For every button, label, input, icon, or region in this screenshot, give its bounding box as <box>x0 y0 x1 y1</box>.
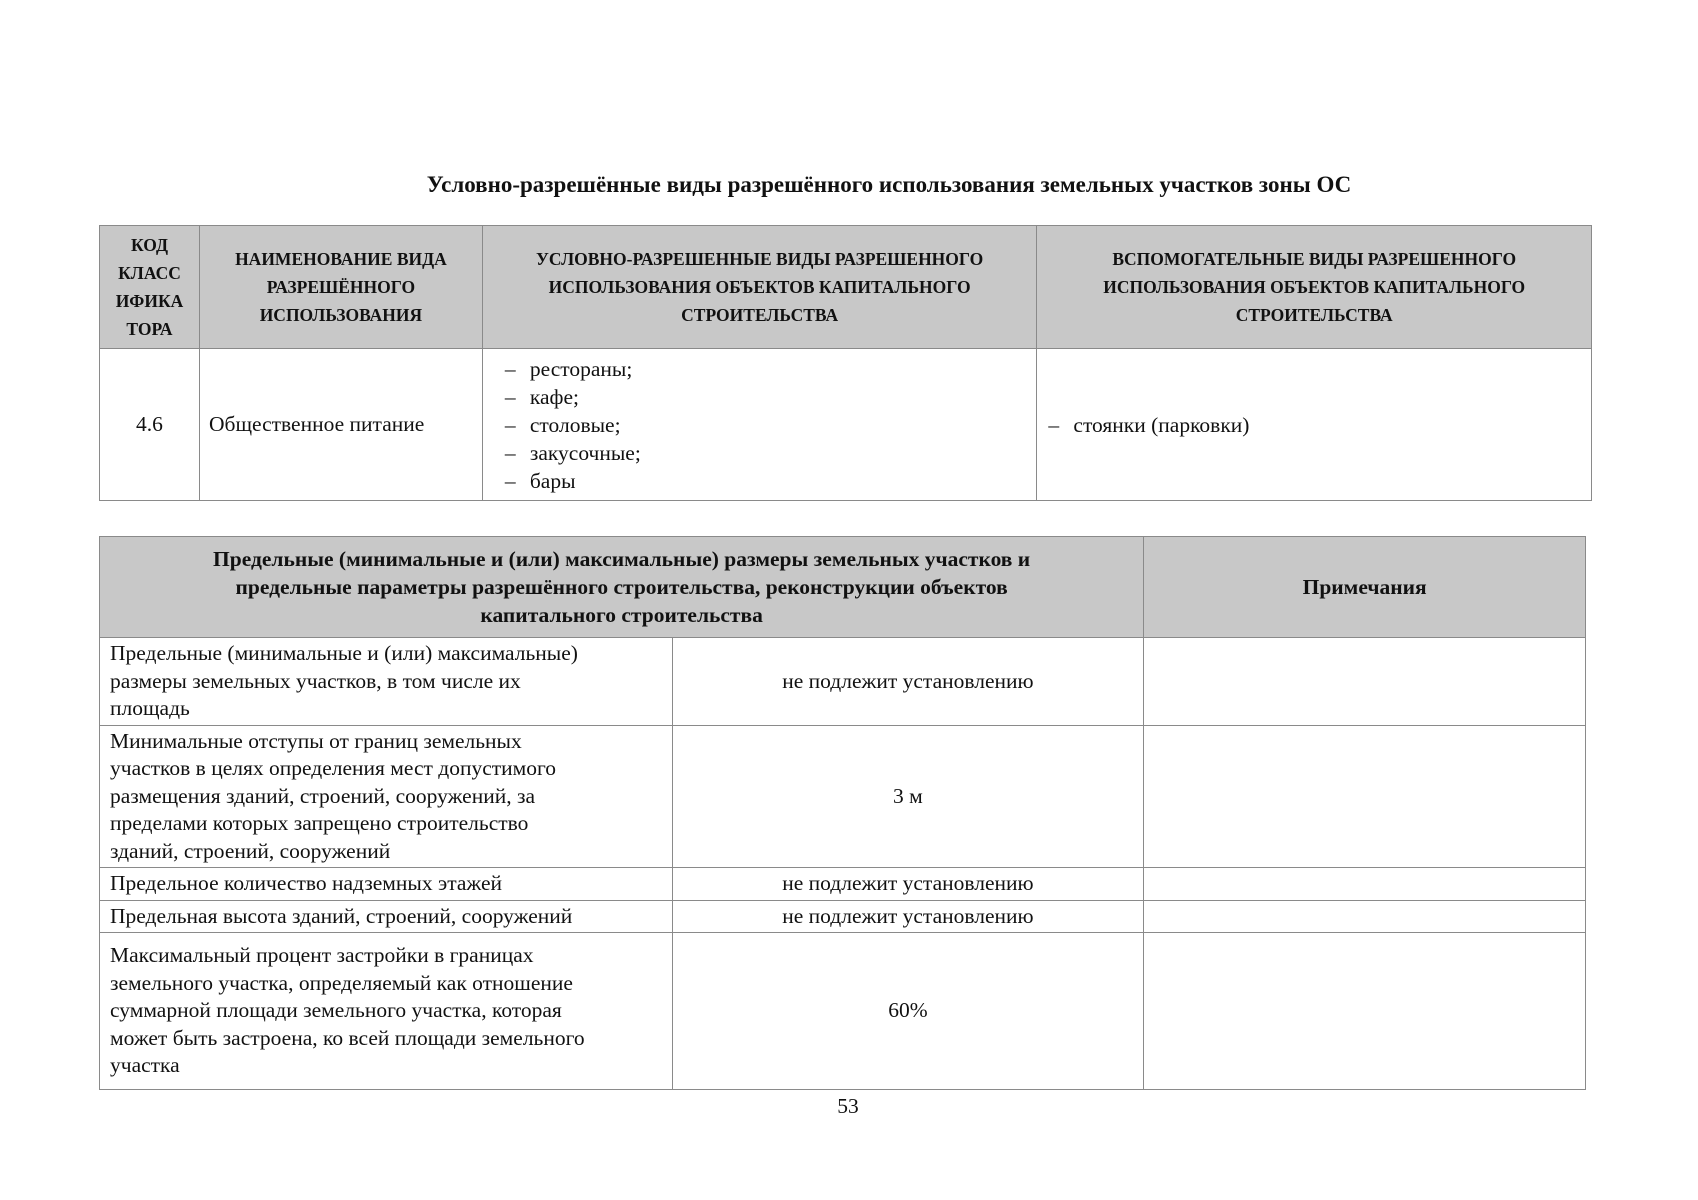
list-item: – бары <box>505 467 1037 495</box>
page-number-text: 53 <box>837 1094 859 1118</box>
header-notes: Примечания <box>1144 537 1586 638</box>
uses-table-header-row <box>100 226 1592 349</box>
conditional-uses-cell <box>482 349 1037 501</box>
header-use-name-line: ИСПОЛЬЗОВАНИЯ <box>259 305 423 325</box>
header-parameters <box>100 537 1144 638</box>
header-parameters-line: Предельные (минимальные и (или) максимальные) размеры земельных участков и <box>213 547 1031 571</box>
header-conditional-line: СТРОИТЕЛЬСТВА <box>681 305 839 325</box>
header-code-line: КОД <box>130 235 169 255</box>
parameter-label-line: зданий, строений, сооружений <box>110 838 391 863</box>
header-auxiliary-line: ВСПОМОГАТЕЛЬНЫЕ ВИДЫ РАЗРЕШЕННОГО <box>1112 249 1517 269</box>
parameter-value: не подлежит установлению <box>672 900 1144 933</box>
header-conditional-line: ИСПОЛЬЗОВАНИЯ ОБЪЕКТОВ КАПИТАЛЬНОГО <box>548 277 971 297</box>
parameter-label-line: участка <box>110 1053 180 1078</box>
parameter-label-line: Предельные (минимальные и (или) максимальные) <box>110 641 578 665</box>
list-item: – кафе; <box>505 383 1037 411</box>
header-auxiliary-line: СТРОИТЕЛЬСТВА <box>1235 305 1393 325</box>
list-item: – столовые; <box>505 411 1037 439</box>
table-row <box>100 725 1586 868</box>
use-code: 4.6 <box>100 349 200 501</box>
list-item: – рестораны; <box>505 355 1037 383</box>
parameter-note <box>1144 900 1586 933</box>
parameter-label <box>100 725 673 868</box>
header-code <box>100 226 200 349</box>
parameter-note <box>1144 638 1586 726</box>
parameter-label <box>100 638 673 726</box>
parameter-note <box>1144 725 1586 868</box>
header-conditional-uses <box>482 226 1037 349</box>
auxiliary-uses-cell <box>1037 349 1592 501</box>
header-code-line: КЛАСС <box>118 263 181 283</box>
parameter-label-line: площадь <box>110 696 190 720</box>
params-table-header-row <box>100 537 1586 638</box>
table-row <box>100 638 1586 726</box>
header-use-name <box>199 226 482 349</box>
parameter-label-line: размещения зданий, строений, сооружений, за <box>110 783 536 808</box>
list-item: – закусочные; <box>505 439 1037 467</box>
parameter-value: не подлежит установлению <box>672 638 1144 726</box>
parameter-label-line: пределами которых запрещено строительство <box>110 811 529 835</box>
parameter-label-line: Предельная высота зданий, строений, сооружений <box>110 903 573 928</box>
parameter-label-line: земельного участка, определяемый как отношение <box>110 970 573 995</box>
parameter-label-line: суммарной площади земельного участка, которая <box>110 998 562 1023</box>
list-item: – стоянки (парковки) <box>1048 411 1591 439</box>
use-name: Общественное питание <box>199 349 482 501</box>
header-auxiliary-uses <box>1037 226 1592 349</box>
parameter-label-line: Максимальный процент застройки в границах <box>110 943 534 968</box>
header-parameters-line: капитального строительства <box>480 603 763 627</box>
parameter-value: 60% <box>672 933 1144 1090</box>
table-row <box>100 933 1586 1090</box>
parameter-value: 3 м <box>672 725 1144 868</box>
parameter-label-line: Минимальные отступы от границ земельных <box>110 728 522 753</box>
header-use-name-line: НАИМЕНОВАНИЕ ВИДА <box>235 249 447 269</box>
header-auxiliary-line: ИСПОЛЬЗОВАНИЯ ОБЪЕКТОВ КАПИТАЛЬНОГО <box>1103 277 1526 297</box>
parameter-label <box>100 900 673 933</box>
parameter-label-line: Предельное количество надземных этажей <box>110 871 503 895</box>
parameter-label-line: участков в целях определения мест допустимого <box>110 756 557 780</box>
header-code-line: ИФИКА <box>115 291 184 311</box>
header-use-name-line: РАЗРЕШЁННОГО <box>266 277 416 297</box>
permitted-uses-table <box>99 225 1592 501</box>
header-parameters-line: предельные параметры разрешённого строительства, реконструкции объектов <box>235 575 1008 599</box>
parameter-label <box>100 933 673 1090</box>
header-code-line: ТОРА <box>126 319 173 339</box>
table-row <box>100 868 1586 901</box>
parameter-note <box>1144 868 1586 901</box>
parameter-label-line: может быть застроена, ко всей площади земельного <box>110 1025 585 1050</box>
header-conditional-line: УСЛОВНО-РАЗРЕШЕННЫЕ ВИДЫ РАЗРЕШЕННОГО <box>536 249 984 269</box>
parameter-label-line: размеры земельных участков, в том числе их <box>110 668 521 693</box>
page-number <box>0 1094 1698 1119</box>
building-parameters-table <box>99 536 1586 1090</box>
parameter-note <box>1144 933 1586 1090</box>
parameter-label <box>100 868 673 901</box>
table-row <box>100 349 1592 501</box>
parameter-value: не подлежит установлению <box>672 868 1144 901</box>
auxiliary-uses-list <box>1037 411 1591 439</box>
conditional-uses-list <box>483 355 1037 495</box>
table-row <box>100 900 1586 933</box>
page-title: Условно-разрешённые виды разрешённого использования земельных участков зоны ОС <box>426 172 1352 197</box>
